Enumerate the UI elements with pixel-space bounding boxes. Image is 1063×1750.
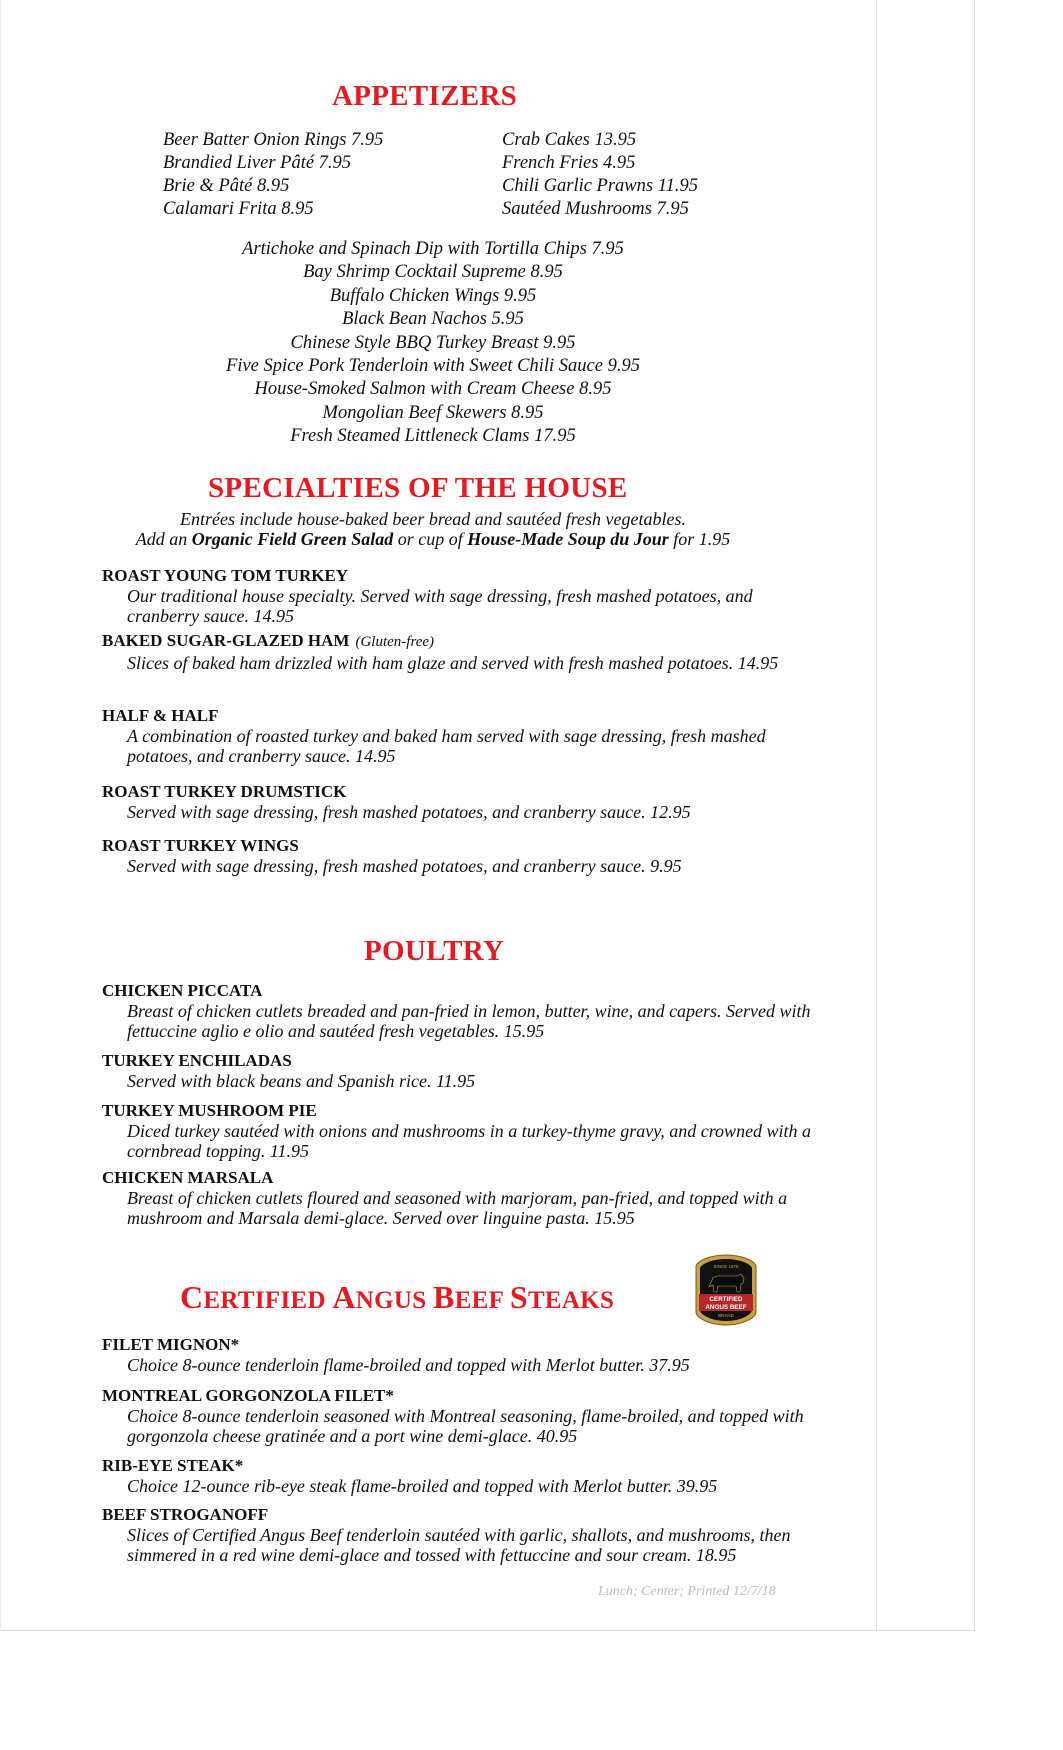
- menu-item: [102, 705, 822, 766]
- item-name: ROAST YOUNG TOM TURKEY: [102, 566, 349, 585]
- item-name: CHICKEN MARSALA: [102, 1168, 274, 1187]
- appetizer-item: Chili Garlic Prawns 11.95: [502, 176, 698, 196]
- specialties-heading: SPECIALTIES OF THE HOUSE: [208, 472, 628, 504]
- intro-soup-text: House-Made Soup du Jour: [467, 529, 669, 549]
- appetizer-item: Sautéed Mushrooms 7.95: [502, 199, 689, 219]
- item-name: TURKEY MUSHROOM PIE: [102, 1101, 317, 1120]
- menu-item: [102, 980, 822, 1041]
- angus-beef-logo-icon: [694, 1254, 758, 1326]
- item-name: FILET MIGNON*: [102, 1335, 240, 1354]
- specialties-intro-line2: [0, 529, 866, 549]
- intro-salad-text: Organic Field Green Salad: [191, 529, 394, 549]
- appetizers-center-list: [0, 238, 866, 449]
- appetizer-item: Crab Cakes 13.95: [502, 130, 637, 150]
- item-description: Served with sage dressing, fresh mashed potatoes, and cranberry sauce. 9.95: [127, 856, 682, 876]
- item-description: Choice 8-ounce tenderloin seasoned with Montreal seasoning, flame-broiled, and topped with gorgonzola cheese gratinée and a port wine demi-glace. 40.95: [127, 1406, 804, 1446]
- intro-price-text: for 1.95: [668, 529, 731, 549]
- appetizer-item: Calamari Frita 8.95: [163, 199, 314, 219]
- menu-item: [102, 1334, 822, 1375]
- badge-since: SINCE 1978: [713, 1264, 739, 1269]
- menu-item: [102, 565, 822, 626]
- specialties-intro-line1: Entrées include house-baked beer bread and sautéed fresh vegetables.: [179, 509, 687, 529]
- appetizers-heading: APPETIZERS: [332, 80, 518, 112]
- intro-add-text: Add an: [135, 529, 192, 549]
- appetizer-item: French Fries 4.95: [502, 153, 636, 173]
- menu-item: [102, 630, 822, 673]
- item-description: Served with sage dressing, fresh mashed potatoes, and cranberry sauce. 12.95: [127, 802, 691, 822]
- item-description: Choice 12-ounce rib-eye steak flame-broiled and topped with Merlot butter. 39.95: [127, 1476, 718, 1496]
- item-name: MONTREAL GORGONZOLA FILET*: [102, 1386, 394, 1405]
- gluten-free-note: (Gluten-free): [355, 634, 435, 650]
- item-description: Diced turkey sautéed with onions and mushrooms in a turkey-thyme gravy, and crowned with a cornbread topping. 11.95: [127, 1121, 812, 1161]
- intro-or-text: or cup of: [393, 529, 468, 549]
- item-description: Slices of baked ham drizzled with ham glaze and served with fresh mashed potatoes. 14.95: [127, 653, 779, 673]
- badge-line1: CERTIFIED: [709, 1296, 743, 1303]
- item-name: TURKEY ENCHILADAS: [102, 1051, 292, 1070]
- item-name: HALF & HALF: [102, 706, 219, 725]
- appetizer-item: Mongolian Beef Skewers 8.95: [322, 402, 544, 423]
- steaks-heading-word: [509, 1279, 615, 1315]
- item-description: A combination of roasted turkey and baked ham served with sage dressing, fresh mashed potatoes, and cranberry sauce. 14.95: [127, 726, 766, 766]
- appetizer-item: Fresh Steamed Littleneck Clams 17.95: [290, 426, 576, 447]
- item-name: RIB-EYE STEAK*: [102, 1456, 244, 1475]
- steaks-heading-word: [433, 1279, 504, 1315]
- print-footer: Lunch; Center; Printed 12/7/18: [598, 1584, 776, 1599]
- appetizers-left-column: [163, 129, 383, 221]
- steaks-heading-word: [332, 1279, 427, 1315]
- badge-line2: ANGUS BEEF: [705, 1304, 747, 1311]
- heading-rest: NGUS: [355, 1287, 427, 1314]
- heading-initial: A: [332, 1279, 356, 1315]
- appetizer-item: Chinese Style BBQ Turkey Breast 9.95: [290, 332, 576, 353]
- appetizer-item: Five Spice Pork Tenderloin with Sweet Chili Sauce 9.95: [226, 356, 640, 377]
- steaks-heading-word: [180, 1279, 326, 1315]
- heading-rest: ERTIFIED: [203, 1287, 326, 1314]
- item-name: ROAST TURKEY DRUMSTICK: [102, 782, 347, 801]
- item-name: ROAST TURKEY WINGS: [102, 836, 299, 855]
- item-description: Served with black beans and Spanish rice. 11.95: [127, 1071, 476, 1091]
- heading-initial: S: [509, 1279, 528, 1315]
- item-description: Breast of chicken cutlets breaded and pan-fried in lemon, butter, wine, and capers. Served with fettuccine aglio e olio and sautéed fresh vegetables. 15.95: [127, 1001, 811, 1041]
- menu-item: [102, 1100, 822, 1161]
- item-name: CHICKEN PICCATA: [102, 981, 263, 1000]
- menu-item: [102, 1455, 822, 1496]
- menu-item: [102, 1167, 822, 1228]
- appetizer-item: Artichoke and Spinach Dip with Tortilla Chips 7.95: [242, 239, 624, 259]
- menu-item: [102, 1050, 822, 1091]
- item-description: Breast of chicken cutlets floured and seasoned with marjoram, pan-fried, and topped with a mushroom and Marsala demi-glace. Served over linguine pasta. 15.95: [127, 1188, 788, 1228]
- heading-rest: EEF: [454, 1287, 504, 1314]
- heading-initial: B: [433, 1279, 455, 1315]
- specialties-intro: [0, 509, 866, 549]
- appetizer-item: Black Bean Nachos 5.95: [342, 309, 524, 330]
- item-description: Our traditional house specialty. Served with sage dressing, fresh mashed potatoes, and cranberry sauce. 14.95: [127, 586, 753, 626]
- poultry-heading: POULTRY: [364, 935, 505, 967]
- appetizers-right-column: [502, 129, 698, 221]
- right-margin-panel: [876, 0, 974, 1630]
- appetizer-item: Brie & Pâté 8.95: [163, 176, 290, 196]
- item-name-row: [102, 630, 822, 653]
- menu-item: [102, 1504, 822, 1565]
- item-name: BEEF STROGANOFF: [102, 1505, 269, 1524]
- heading-initial: C: [180, 1279, 204, 1315]
- badge-line3: BRAND: [718, 1313, 734, 1318]
- menu-item: [102, 781, 822, 822]
- item-description: Slices of Certified Angus Beef tenderloin sautéed with garlic, shallots, and mushrooms, then simmered in a red wine demi-glace and tossed with fettuccine and sour cream. 18.95: [127, 1525, 791, 1565]
- appetizer-item: Bay Shrimp Cocktail Supreme 8.95: [303, 262, 563, 283]
- appetizer-item: Beer Batter Onion Rings 7.95: [163, 130, 384, 150]
- appetizer-item: House-Smoked Salmon with Cream Cheese 8.95: [254, 379, 612, 400]
- menu-item: [102, 1385, 822, 1446]
- appetizer-item: Buffalo Chicken Wings 9.95: [329, 285, 537, 306]
- steaks-heading: [180, 1279, 614, 1316]
- heading-rest: TEAKS: [527, 1287, 615, 1314]
- menu-item: [102, 835, 822, 876]
- appetizer-item: Brandied Liver Pâté 7.95: [163, 153, 352, 173]
- item-description: Choice 8-ounce tenderloin flame-broiled and topped with Merlot butter. 37.95: [127, 1355, 690, 1375]
- item-name: BAKED SUGAR-GLAZED HAM: [102, 631, 350, 650]
